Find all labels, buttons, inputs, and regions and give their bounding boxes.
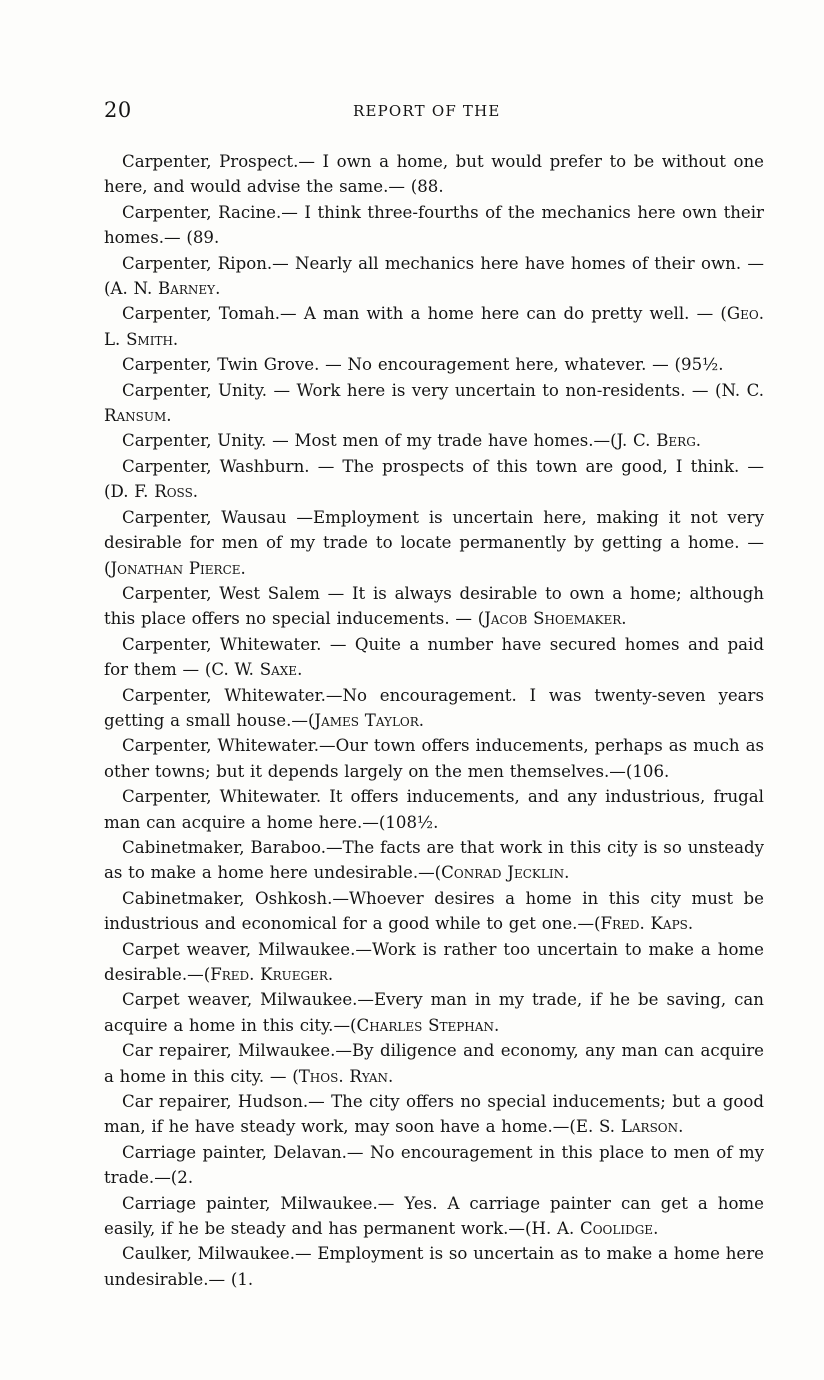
entry: Carpenter, Whitewater.—No encouragement. I was twenty-seven years getting a small house.—(James Taylor. <box>104 685 764 730</box>
entry-signature: James Taylor. <box>314 710 425 730</box>
entry-signature: Conrad Jecklin. <box>441 863 570 883</box>
running-head: REPORT OF THE <box>353 102 501 120</box>
entry: Carpenter, Unity. — Most men of my trade have homes.—(J. C. Berg. <box>122 431 702 451</box>
entry: Carpenter, Prospect.— I own a home, but would prefer to be without one here, and would advise the same.— (88. <box>104 152 764 197</box>
entries-body <box>104 149 764 1292</box>
entry-signature: E. S. Larson. <box>575 1117 684 1137</box>
entry: Caulker, Milwaukee.— Employment is so uncertain as to make a home here undesirable.— (1. <box>104 1244 764 1289</box>
entry: Carpenter, Ripon.— Nearly all mechanics here have homes of their own. — (A. N. Barney. <box>104 253 764 299</box>
entry-signature: C. W. Saxe. <box>211 660 303 680</box>
entry: Car repairer, Milwaukee.—By diligence and economy, any man can acquire a home in this city. — (Thos. Ryan. <box>104 1041 764 1086</box>
entry: Carpenter, Washburn. — The prospects of this town are good, I think. — (D. F. Ross. <box>104 456 764 502</box>
entry-signature: A. N. Barney. <box>110 279 221 299</box>
entry-signature: Jonathan Pierce. <box>110 558 246 578</box>
entry: Carpet weaver, Milwaukee.—Work is rather too uncertain to make a home desirable.—(Fred. Krueger. <box>104 939 764 984</box>
entry: Carriage painter, Milwaukee.— Yes. A carriage painter can get a home easily, if he be steady and has permanent work.—(H. A. Coolidge. <box>104 1193 764 1239</box>
page-number: 20 <box>104 98 132 122</box>
entry-signature: Fred. Kaps. <box>600 914 694 934</box>
entry: Carpenter, West Salem — It is always desirable to own a home; although this place offers no special inducements. — (Jacob Shoemaker. <box>104 583 764 629</box>
entry: Carpenter, Twin Grove. — No encouragement here, whatever. — (95½. <box>122 355 724 375</box>
entry-signature: Charles Stephan. <box>356 1015 500 1035</box>
entry-signature: J. C. Berg. <box>616 431 702 451</box>
entry-signature: D. F. Ross. <box>110 482 199 502</box>
entry-signature: Jacob Shoemaker. <box>484 609 627 629</box>
entry: Carpenter, Whitewater. — Quite a number have secured homes and paid for them — (C. W. Saxe. <box>104 634 764 680</box>
entry-signature: Thos. Ryan. <box>298 1066 394 1086</box>
entry: Carriage painter, Delavan.— No encouragement in this place to men of my trade.—(2. <box>104 1142 764 1188</box>
entry-signature: H. A. Coolidge. <box>531 1219 659 1239</box>
entry-signature: Geo. L. Smith. <box>104 304 764 349</box>
entry: Carpenter, Tomah.— A man with a home here can do pretty well. — (Geo. L. Smith. <box>104 304 764 349</box>
entry: Carpenter, Wausau —Employment is uncertain here, making it not very desirable for men of my trade to locate permanently by getting a home. — (Jonathan Pierce. <box>104 507 764 578</box>
entry: Carpenter, Racine.— I think three-fourths of the mechanics here own their homes.— (89. <box>104 202 764 248</box>
entry: Carpenter, Unity. — Work here is very uncertain to non-residents. — (N. C. Ransum. <box>104 380 764 426</box>
entry: Carpet weaver, Milwaukee.—Every man in my trade, if he be saving, can acquire a home in this city.—(Charles Stephan. <box>104 990 764 1035</box>
entry: Carpenter, Whitewater.—Our town offers inducements, perhaps as much as other towns; but it depends largely on the men themselves.—(106. <box>104 736 764 781</box>
entry-signature: N. C. Ransum. <box>104 380 764 426</box>
entry: Cabinetmaker, Oshkosh.—Whoever desires a home in this city must be industrious and economical for a good while to get one.—(Fred. Kaps. <box>104 888 764 934</box>
entry: Car repairer, Hudson.— The city offers no special inducements; but a good man, if he have steady work, may soon have a home.—(E. S. Larson. <box>104 1092 764 1137</box>
entry: Cabinetmaker, Baraboo.—The facts are that work in this city is so unsteady as to make a home here undesirable.—(Conrad Jecklin. <box>104 837 764 883</box>
entry-signature: Fred. Krueger. <box>210 965 334 984</box>
entry: Carpenter, Whitewater. It offers inducements, and any industrious, frugal man can acquire a home here.—(108½. <box>104 787 764 832</box>
